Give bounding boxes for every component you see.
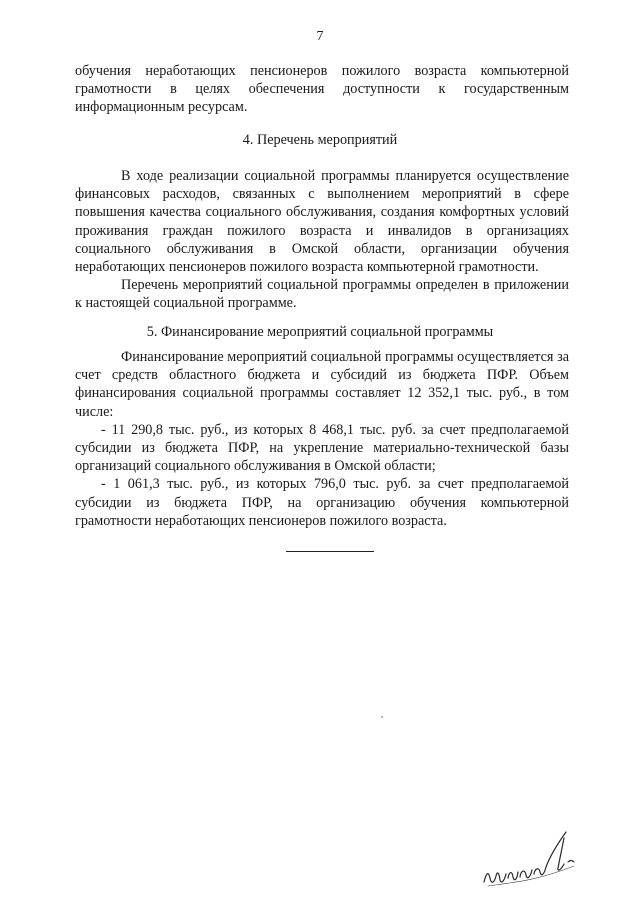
section-5-heading: 5. Финансирование мероприятий социальной программы [146,324,494,340]
section-4-heading: 4. Перечень мероприятий [242,132,398,148]
intro-paragraph-block [75,62,569,117]
section-5-paragraph-1: Финансирование мероприятий социальной программы осуществляется за счет средств областного бюджета и субсидий из бюджета ПФР. Объем финансирования социальной программы составляет 12 352,1 тыс. руб., в том числе: [75,349,569,420]
section-5-list-item-2: - 1 061,3 тыс. руб., из которых 796,0 тыс. руб. за счет предполагаемой субсидии из бюджета ПФР, на организацию обучения компьютерной грамотности неработающих пенсионеров пожилого возраста. [75,476,569,529]
end-rule [286,551,374,552]
handwritten-signature [478,822,588,902]
intro-paragraph: обучения неработающих пенсионеров пожилого возраста компьютерной грамотности в целях обеспечения доступности к государственным информационным ресурсам. [75,63,569,116]
section-4-paragraph-2: Перечень мероприятий социальной программы определен в приложении к настоящей социальной программе. [75,277,569,312]
page-number: 7 [316,29,324,44]
section-5-list-item-1: - 11 290,8 тыс. руб., из которых 8 468,1 тыс. руб. за счет предполагаемой субсидии из бюджета ПФР, на укрепление материально-технической базы организаций социального обслуживания в Омской области; [75,421,569,475]
section-5-body [75,348,569,530]
scan-speck [381,716,383,718]
section-4-paragraph-1: В ходе реализации социальной программы планируется осуществление финансовых расходов, связанных с выполнением мероприятий в сфере повышения качества социального обслуживания, создания комфортных условий проживания граждан пожилого возраста и инвалидов в организациях социального обслуживания в Омской области, организации обучения неработающих пенсионеров пожилого возраста компьютерной грамотности. [75,168,569,276]
section-4-body [75,167,569,313]
